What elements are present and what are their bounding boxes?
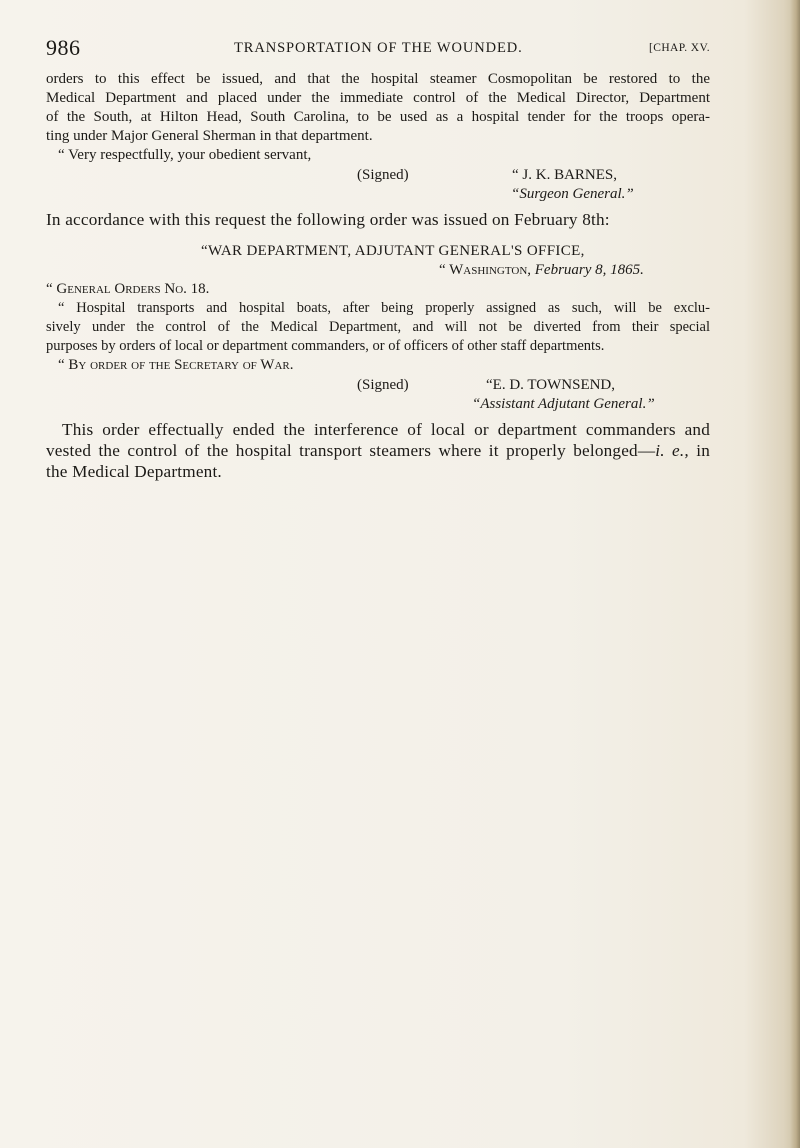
letter-closing: “ Very respectfully, your obedient servant, [58, 147, 312, 163]
signer-title: “Surgeon General.” [511, 186, 634, 202]
paragraph-line: the Medical Department. [46, 462, 222, 481]
order-body-line: “ Hospital transports and hospital boats, after being properly assigned as such, will be exclu- [58, 300, 710, 316]
signer-name: “ J. K. BARNES, [512, 167, 618, 183]
chapter-label: [CHAP. XV. [649, 42, 710, 54]
page-header [46, 33, 710, 63]
order-place-date: “ Washington, February 8, 1865. [439, 262, 644, 278]
letter-line: ting under Major General Sherman in that department. [46, 128, 373, 144]
page-edge-shadow [790, 0, 800, 1148]
intro-sentence: In accordance with this request the following order was issued on February 8th: [46, 210, 610, 229]
letter-line: orders to this effect be issued, and that the hospital steamer Cosmopolitan be restored to the [46, 71, 710, 87]
paragraph-line: vested the control of the hospital transport steamers where it properly belonged—i. e., in [46, 441, 710, 460]
signer-title: “Assistant Adjutant General.” [472, 396, 655, 412]
signed-label: (Signed) [357, 167, 409, 183]
running-title: TRANSPORTATION OF THE WOUNDED. [234, 40, 523, 56]
page-number: 986 [46, 35, 81, 60]
order-heading: “WAR DEPARTMENT, ADJUTANT GENERAL'S OFFICE, [201, 243, 585, 259]
signed-label: (Signed) [357, 377, 409, 393]
order-authority: “ By order of the Secretary of War. [58, 357, 294, 373]
letter-line: Medical Department and placed under the immediate control of the Medical Director, Department [46, 90, 710, 106]
order-body-line: purposes by orders of local or department commanders, or of officers of other staff departments. [46, 338, 605, 354]
paragraph-line: This order effectually ended the interference of local or department commanders and [62, 420, 710, 439]
order-title: “ General Orders No. 18. [46, 281, 210, 297]
letter-line: of the South, at Hilton Head, South Carolina, to be used as a hospital tender for the troops opera- [46, 109, 710, 125]
order-body-line: sively under the control of the Medical Department, and will not be diverted from their special [46, 319, 710, 335]
signer-name: “E. D. TOWNSEND, [486, 377, 616, 393]
